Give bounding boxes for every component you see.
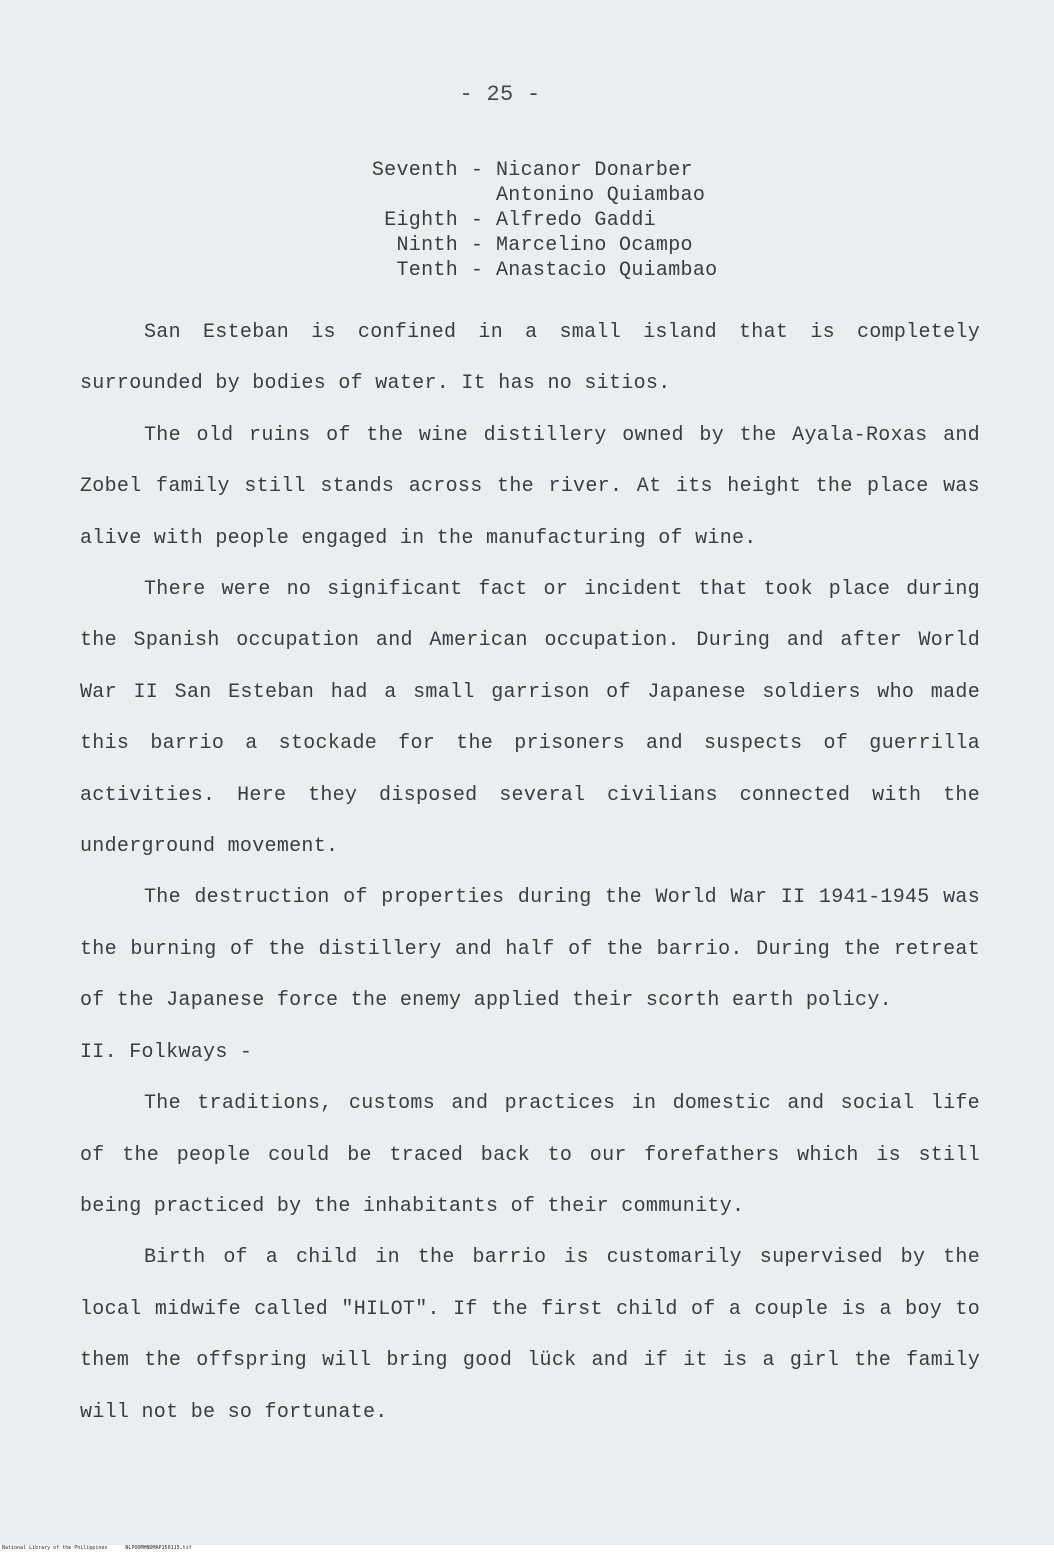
paragraph-distillery: The old ruins of the wine distillery owned by the Ayala-Roxas and Zobel family still stands across the river. At its height the place was alive with people engaged in the manufacturing of wine. [80, 423, 980, 550]
paragraph-birth: Birth of a child in the barrio is customarily supervised by the local midwife called "HILOT". If the first child of a couple is a boy to them the offspring will bring good lück and if it is a girl the family will not be so fortunate. [80, 1246, 980, 1424]
paragraph-island: San Esteban is confined in a small island that is completely surrounded by bodies of water. It has no sitios. [80, 321, 980, 396]
paragraph-occupation: There were no significant fact or incident that took place during the Spanish occupation and American occupation. During and after World War II San Esteban had a small garrison of Japanese soldiers who made this barrio a stockade for the prisoners and suspects of guerrilla activities. Here they disposed several civilians connected with the underground movement. [80, 578, 980, 859]
roster-ordinal: Eighth [384, 209, 458, 232]
roster-dash: - [470, 234, 484, 257]
roster-dash: - [470, 159, 484, 182]
roster-row [300, 208, 860, 233]
scan-footer [0, 1545, 1054, 1552]
roster-row [300, 183, 860, 208]
roster-dash: - [470, 259, 484, 282]
roster-name: Antonino Quiambao [496, 184, 706, 207]
roster-name: Nicanor Donarber [496, 159, 693, 182]
page-number: - 25 - [459, 82, 541, 107]
roster-ordinal: Seventh [371, 159, 458, 182]
roster-row [300, 258, 860, 283]
roster-ordinal: Tenth [396, 259, 458, 282]
roster-dash [458, 183, 496, 208]
roster-ordinal [300, 183, 458, 208]
paragraph-destruction: The destruction of properties during the World War II 1941-1945 was the burning of the distillery and half of the barrio. During the retreat of the Japanese force the enemy applied their scorth earth policy. [80, 886, 980, 1013]
paragraph-traditions: The traditions, customs and practices in domestic and social life of the people could be traced back to our forefathers which is still being practiced by the inhabitants of their community. [80, 1092, 980, 1218]
roster-name: Alfredo Gaddi [496, 209, 656, 232]
roster-dash: - [470, 209, 484, 232]
roster-row [300, 158, 860, 183]
footer-institution: National Library of the Philippines [2, 1545, 108, 1551]
body-text [80, 307, 980, 1438]
roster-name: Marcelino Ocampo [496, 234, 693, 257]
officer-roster [300, 158, 860, 283]
footer-file-id: NLPOOMHNDMAP150115.tif [125, 1545, 192, 1551]
roster-row [300, 233, 860, 258]
roster-name: Anastacio Quiambao [496, 259, 718, 282]
roster-ordinal: Ninth [396, 234, 458, 257]
section-heading-folkways: II. Folkways - [80, 1040, 253, 1064]
